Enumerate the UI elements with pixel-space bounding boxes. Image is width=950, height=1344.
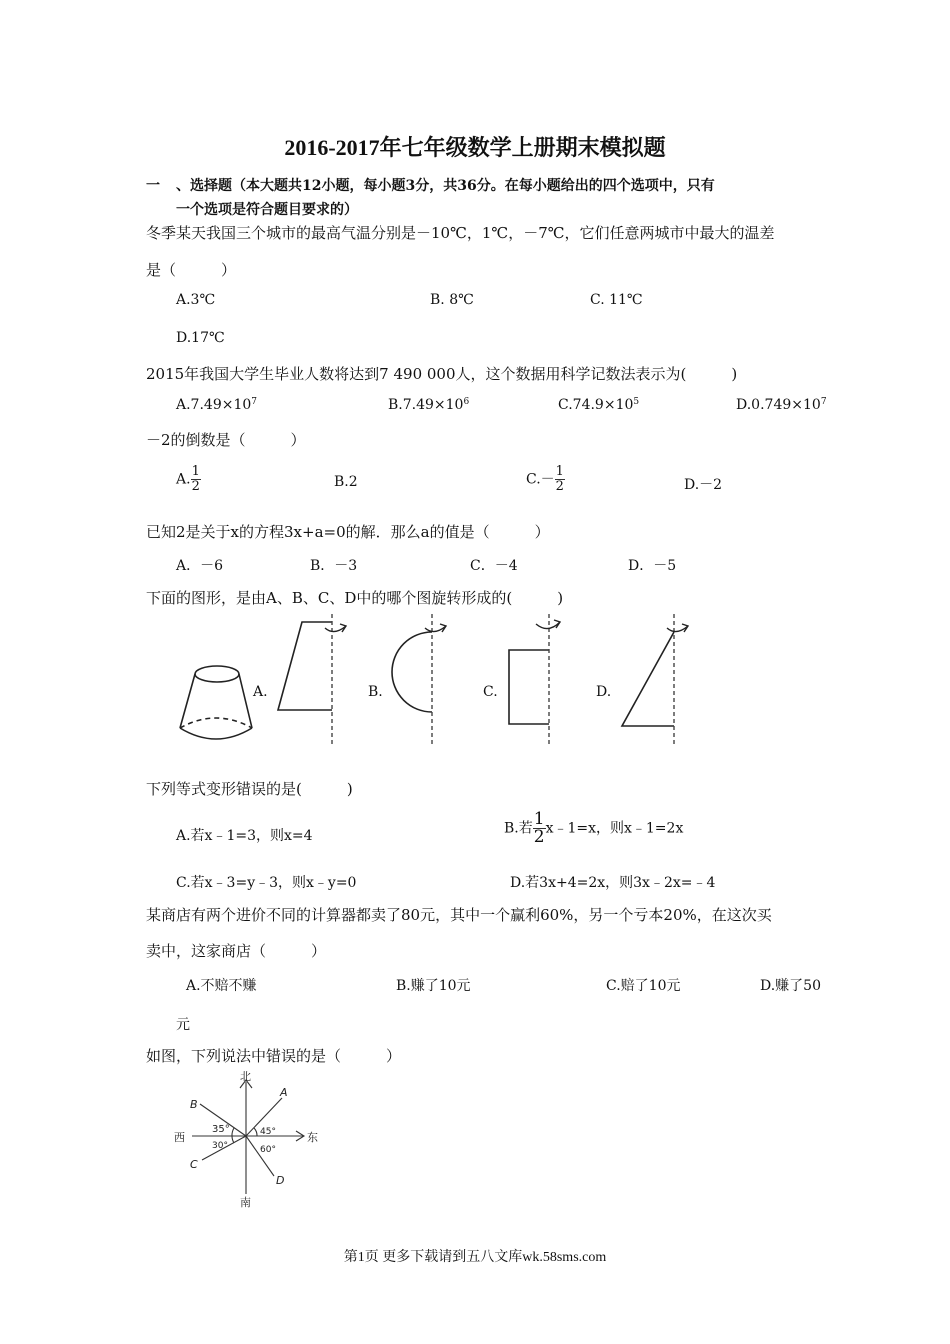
q6-option-a: A.若x﹣1=3，则x=4 — [176, 828, 313, 844]
angle-arc-c — [232, 1136, 234, 1143]
compass-west-label: 西 — [174, 1131, 185, 1144]
q4-option-d: D．－5 — [628, 558, 677, 574]
fraction: $\frac{1}{2}$ — [533, 809, 545, 847]
label-c: C — [190, 1158, 198, 1171]
q7-option-d-continued: 元 — [176, 1017, 190, 1033]
q1-option-a: A.3℃ — [176, 292, 216, 308]
ray-d — [246, 1136, 274, 1176]
q3-option-c: C.－ $\frac{1}{2}$ — [526, 464, 564, 494]
q1-option-d: D.17℃ — [176, 330, 225, 346]
q7-option-c: C.赔了10元 — [606, 978, 681, 994]
page-title: 2016-2017年七年级数学上册期末模拟题 — [284, 135, 666, 160]
question-8: 如图，下列说法中错误的是（ ） — [146, 1047, 402, 1065]
q2-option-d: $D.0.749\times 10^7$ — [736, 397, 827, 413]
q5-option-c: C. — [483, 684, 498, 700]
section-number: 一 — [146, 178, 160, 194]
label-a: A — [280, 1086, 288, 1099]
compass-north-label: 北 — [240, 1070, 251, 1083]
label-d: D — [276, 1174, 285, 1187]
question-1-line1: 冬季某天我国三个城市的最高气温分别是－10℃，1℃，－7℃，它们任意两城市中最大的温差 — [146, 224, 775, 242]
q1-option-b: B. 8℃ — [430, 292, 474, 308]
angle-label-35: 35° — [212, 1124, 230, 1135]
q6-option-d: D.若3x+4=2x，则3x﹣2x=﹣4 — [510, 875, 716, 891]
q3-option-a: A. $\frac{1}{2}$ — [176, 464, 200, 494]
question-7-line1: 某商店有两个进价不同的计算器都卖了80元，其中一个赢利60%，另一个亏本20%，在这次买 — [146, 906, 772, 924]
question-5: 下面的图形，是由A、B、C、D中的哪个图旋转形成的( ) — [146, 589, 564, 607]
fraction: $\frac{1}{2}$ — [191, 464, 200, 494]
q5-option-a: A. — [253, 684, 268, 700]
q2-option-b: $B.7.49\times 10^6$ — [388, 397, 470, 413]
q2-option-a: $A.7.49\times 10^7$ — [176, 397, 258, 413]
section-header-line1: 、选择题（本大题共12小题，每小题3分，共36分。在每小题给出的四个选项中，只有 — [176, 178, 715, 194]
q4-option-c: C．－4 — [470, 558, 518, 574]
q5-option-d: D. — [596, 684, 612, 700]
compass-east-label: 东 — [307, 1131, 318, 1144]
section-header-line2: 一个选项是符合题目要求的） — [176, 202, 358, 218]
question-2: 2015年我国大学生毕业人数将达到7 490 000人，这个数据用科学记数法表示为( ) — [146, 365, 738, 383]
page-footer: 第1页 更多下载请到五八文库wk.58sms.com — [343, 1250, 607, 1265]
compass-diagram — [170, 1068, 330, 1208]
label-b: B — [190, 1098, 198, 1111]
compass-south-label: 南 — [240, 1196, 251, 1208]
question-3: －2的倒数是（ ） — [146, 431, 306, 449]
question-1-line2: 是（ ） — [146, 261, 237, 279]
q6-option-b: B.若 $\frac{1}{2}$ x﹣1=x，则x﹣1=2x — [504, 809, 684, 847]
angle-label-30: 30° — [212, 1141, 228, 1151]
q3-option-d: D.－2 — [684, 477, 723, 493]
question-7-line2: 卖中，这家商店（ ） — [146, 942, 327, 960]
angle-arc-b — [232, 1128, 234, 1136]
question-6: 下列等式变形错误的是( ) — [146, 780, 353, 798]
fraction: $\frac{1}{2}$ — [555, 464, 564, 494]
q4-option-b: B．－3 — [310, 558, 358, 574]
q7-option-b: B.赚了10元 — [396, 978, 471, 994]
q5-option-b: B. — [368, 684, 383, 700]
q3-option-b: B.2 — [334, 474, 358, 490]
q2-option-c: $C.74.9\times 10^5$ — [558, 397, 640, 413]
q1-option-c: C. 11℃ — [590, 292, 643, 308]
q7-option-a: A.不赔不赚 — [186, 978, 257, 994]
angle-arc-a — [254, 1128, 257, 1136]
question-4: 已知2是关于x的方程3x+a=0的解．那么a的值是（ ） — [146, 523, 550, 541]
angle-label-60: 60° — [260, 1145, 276, 1155]
angle-label-45: 45° — [260, 1127, 276, 1137]
rotation-figures — [170, 612, 710, 752]
q4-option-a: A．－6 — [176, 558, 224, 574]
q7-option-d: D.赚了50 — [760, 978, 821, 994]
q6-option-c: C.若x﹣3=y﹣3，则x﹣y=0 — [176, 875, 357, 891]
